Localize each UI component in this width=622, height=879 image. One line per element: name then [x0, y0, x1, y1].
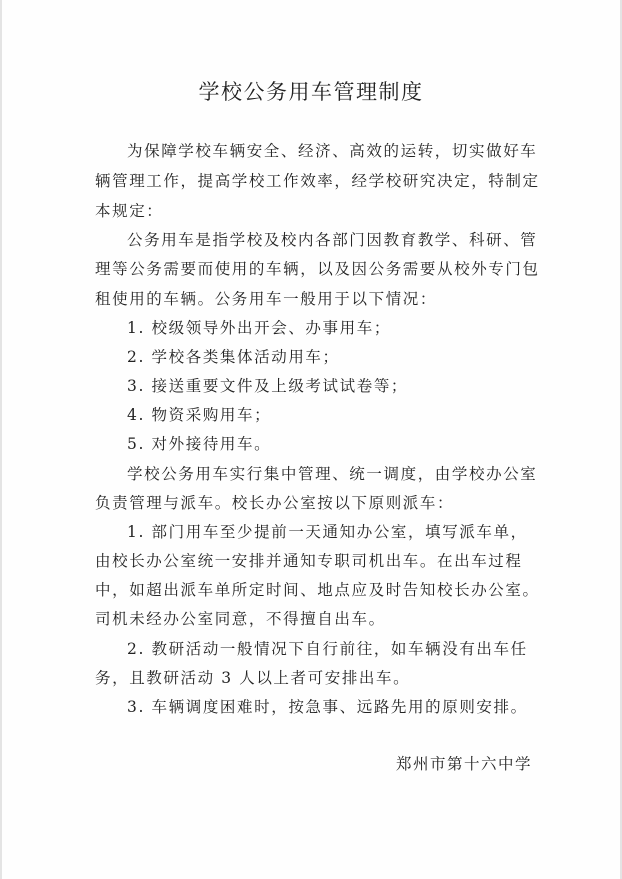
scan-edge-left [0, 0, 2, 879]
preamble-line: 辆管理工作，提高学校工作效率，经学校研究决定，特制定 [95, 172, 540, 190]
rule-1-line: 中，如超出派车单所定时间、地点应及时告知校长办公室。 [95, 581, 540, 599]
usage-case-item: 4. 物资采购用车； [127, 406, 272, 424]
rule-1-line: 司机未经办公室同意，不得擅自出车。 [95, 610, 386, 628]
rule-2-line: 务，且教研活动 3 人以上者可安排出车。 [95, 669, 411, 687]
management-line: 学校公务用车实行集中管理、统一调度，由学校办公室 [127, 465, 538, 483]
usage-case-item: 1. 校级领导外出开会、办事用车； [127, 319, 391, 337]
usage-case-item: 3. 接送重要文件及上级考试试卷等； [127, 377, 409, 395]
usage-case-item: 5. 对外接待用车。 [127, 435, 272, 453]
definition-line: 租使用的车辆。公务用车一般用于以下情况： [95, 290, 438, 308]
definition-line: 公务用车是指学校及校内各部门因教育教学、科研、管 [127, 231, 538, 249]
management-line: 负责管理与派车。校长办公室按以下原则派车： [95, 494, 455, 512]
rule-1-line: 由校长办公室统一安排并通知专职司机出车。在出车过程 [95, 552, 523, 570]
document-title: 学校公务用车管理制度 [198, 80, 424, 104]
rule-2-line: 2. 教研活动一般情况下自行前往，如车辆没有出车任 [127, 640, 528, 658]
usage-case-item: 2. 学校各类集体活动用车； [127, 348, 340, 366]
issuer-signature: 郑州市第十六中学 [396, 755, 533, 773]
preamble-line: 为保障学校车辆安全、经济、高效的运转，切实做好车 [127, 142, 538, 160]
rule-1-line: 1. 部门用车至少提前一天通知办公室，填写派车单， [127, 523, 528, 541]
definition-line: 理等公务需要而使用的车辆，以及因公务需要从校外专门包 [95, 260, 540, 278]
rule-3-line: 3. 车辆调度困难时，按急事、远路先用的原则安排。 [127, 698, 528, 716]
preamble-line: 本规定： [95, 202, 164, 220]
